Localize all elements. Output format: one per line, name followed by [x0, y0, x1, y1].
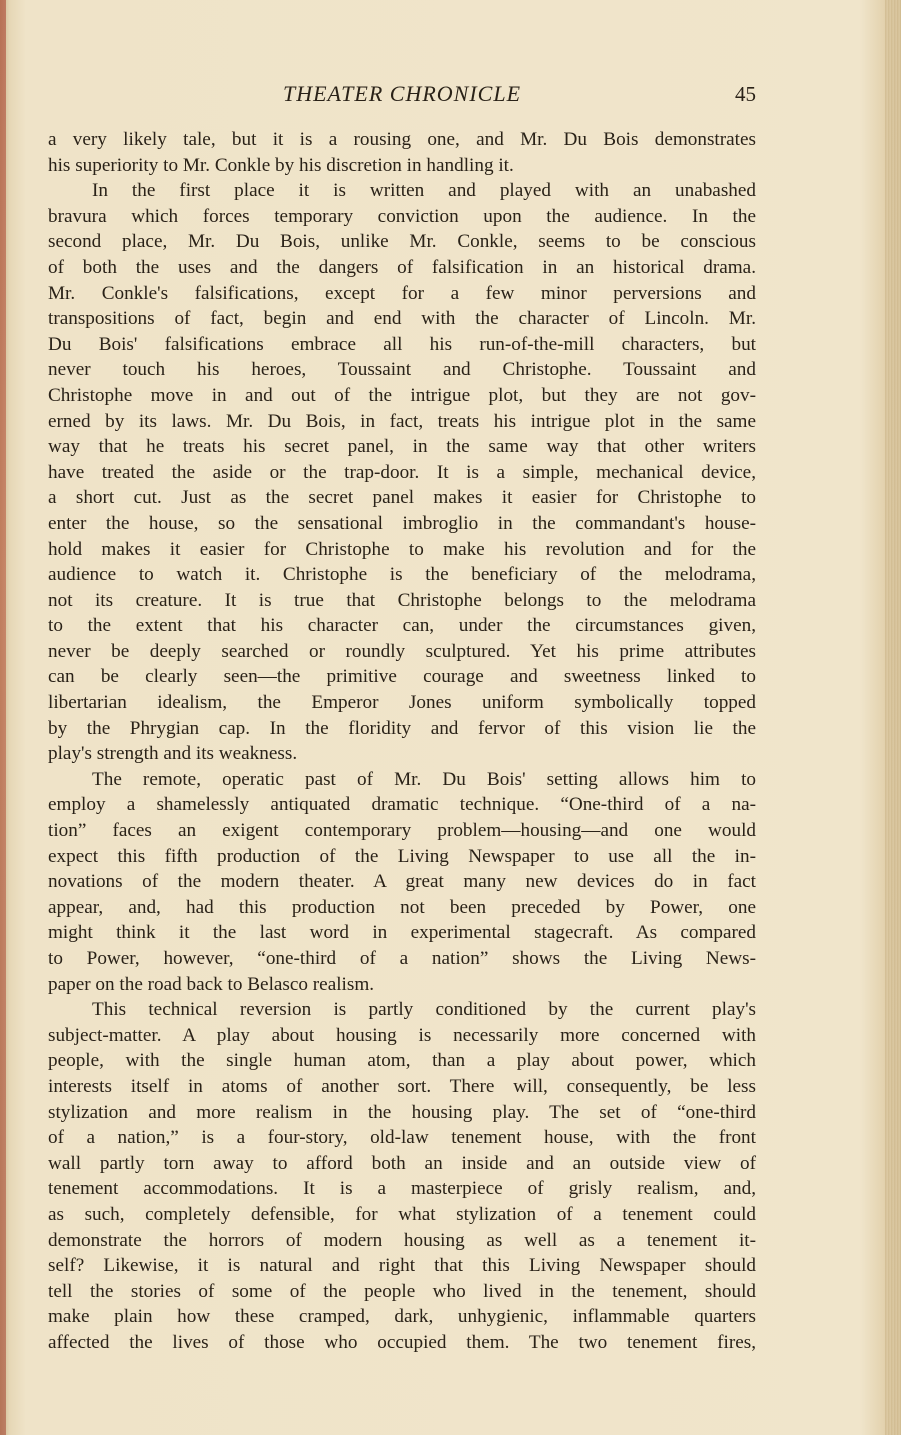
text-line: second place, Mr. Du Bois, unlike Mr. Conkle, seems to be conscious	[48, 231, 756, 253]
text-line: tell the stories of some of the people who lived in the tenement, should	[48, 1280, 756, 1302]
page-number: 45	[735, 82, 756, 106]
text-line: paper on the road back to Belasco realism.	[48, 973, 375, 995]
text-line: In the first place it is written and played with an unabashed	[92, 180, 756, 202]
text-line: appear, and, had this production not been preceded by Power, one	[48, 896, 756, 918]
text-line: interests itself in atoms of another sort. There will, consequently, be less	[48, 1075, 756, 1097]
text-line: subject-matter. A play about housing is necessarily more concerned with	[48, 1024, 756, 1046]
text-line: a short cut. Just as the secret panel makes it easier for Christophe to	[48, 487, 756, 509]
body-text	[48, 127, 756, 1356]
text-line: novations of the modern theater. A great many new devices do in fact	[48, 871, 756, 893]
text-line: demonstrate the horrors of modern housing as well as a tenement it-	[48, 1229, 756, 1251]
text-line: way that he treats his secret panel, in the same way that other writers	[48, 436, 756, 458]
text-line: wall partly torn away to afford both an inside and an outside view of	[48, 1152, 756, 1174]
text-line: Mr. Conkle's falsifications, except for a few minor perversions and	[48, 282, 756, 304]
text-line: This technical reversion is partly conditioned by the current play's	[92, 999, 756, 1021]
page-right-edge	[885, 0, 901, 1435]
text-line: tion” faces an exigent contemporary problem—housing—and one would	[48, 820, 756, 842]
text-line: transpositions of fact, begin and end with the character of Lincoln. Mr.	[48, 308, 756, 330]
text-line: to Power, however, “one-third of a nation” shows the Living News-	[48, 948, 756, 969]
running-head: THEATER CHRONICLE	[282, 81, 522, 106]
text-line: self? Likewise, it is natural and right that this Living Newspaper should	[48, 1255, 756, 1277]
text-line: people, with the single human atom, than a play about power, which	[48, 1050, 756, 1072]
text-line: affected the lives of those who occupied them. The two tenement fires,	[48, 1331, 756, 1353]
text-line: hold makes it easier for Christophe to make his revolution and for the	[48, 538, 756, 560]
text-line: audience to watch it. Christophe is the beneficiary of the melodrama,	[48, 564, 756, 586]
text-line: to the extent that his character can, under the circumstances given,	[48, 615, 756, 637]
text-line: as such, completely defensible, for what stylization of a tenement could	[48, 1203, 756, 1225]
text-line: stylization and more realism in the housing play. The set of “one-third	[48, 1101, 756, 1123]
text-line: Christophe move in and out of the intrigue plot, but they are not gov-	[48, 384, 756, 406]
text-line: Du Bois' falsifications embrace all his run-of-the-mill characters, but	[48, 333, 756, 355]
text-line: can be clearly seen—the primitive courage and sweetness linked to	[48, 666, 756, 688]
text-line: never be deeply searched or roundly sculptured. Yet his prime attributes	[48, 640, 756, 662]
text-line: by the Phrygian cap. In the floridity and fervor of this vision lie the	[48, 717, 756, 739]
page-header	[48, 78, 756, 110]
text-line: The remote, operatic past of Mr. Du Bois' setting allows him to	[92, 768, 756, 790]
text-line: of a nation,” is a four-story, old-law tenement house, with the front	[48, 1127, 756, 1149]
text-line: might think it the last word in experimental stagecraft. As compared	[48, 922, 756, 944]
text-line: bravura which forces temporary conviction upon the audience. In the	[48, 205, 756, 227]
text-line: erned by its laws. Mr. Du Bois, in fact, treats his intrigue plot in the same	[48, 410, 756, 432]
text-line: enter the house, so the sensational imbroglio in the commandant's house-	[48, 512, 756, 534]
text-line: have treated the aside or the trap-door. It is a simple, mechanical device,	[48, 461, 756, 483]
text-line: not its creature. It is true that Christophe belongs to the melodrama	[48, 589, 756, 611]
text-line: his superiority to Mr. Conkle by his discretion in handling it.	[48, 154, 514, 176]
text-line: expect this fifth production of the Living Newspaper to use all the in-	[48, 845, 756, 867]
text-line: libertarian idealism, the Emperor Jones uniform symbolically topped	[48, 692, 756, 714]
text-line: play's strength and its weakness.	[48, 743, 298, 765]
text-line: never touch his heroes, Toussaint and Christophe. Toussaint and	[48, 359, 756, 381]
text-line: make plain how these cramped, dark, unhygienic, inflammable quarters	[48, 1306, 756, 1328]
text-line: a very likely tale, but it is a rousing one, and Mr. Du Bois demonstrates	[48, 129, 756, 150]
text-line: employ a shamelessly antiquated dramatic technique. “One-third of a na-	[48, 794, 756, 816]
page-left-edge	[0, 0, 6, 1435]
text-line: of both the uses and the dangers of falsification in an historical drama.	[48, 256, 756, 278]
text-line: tenement accommodations. It is a masterpiece of grisly realism, and,	[48, 1178, 756, 1200]
